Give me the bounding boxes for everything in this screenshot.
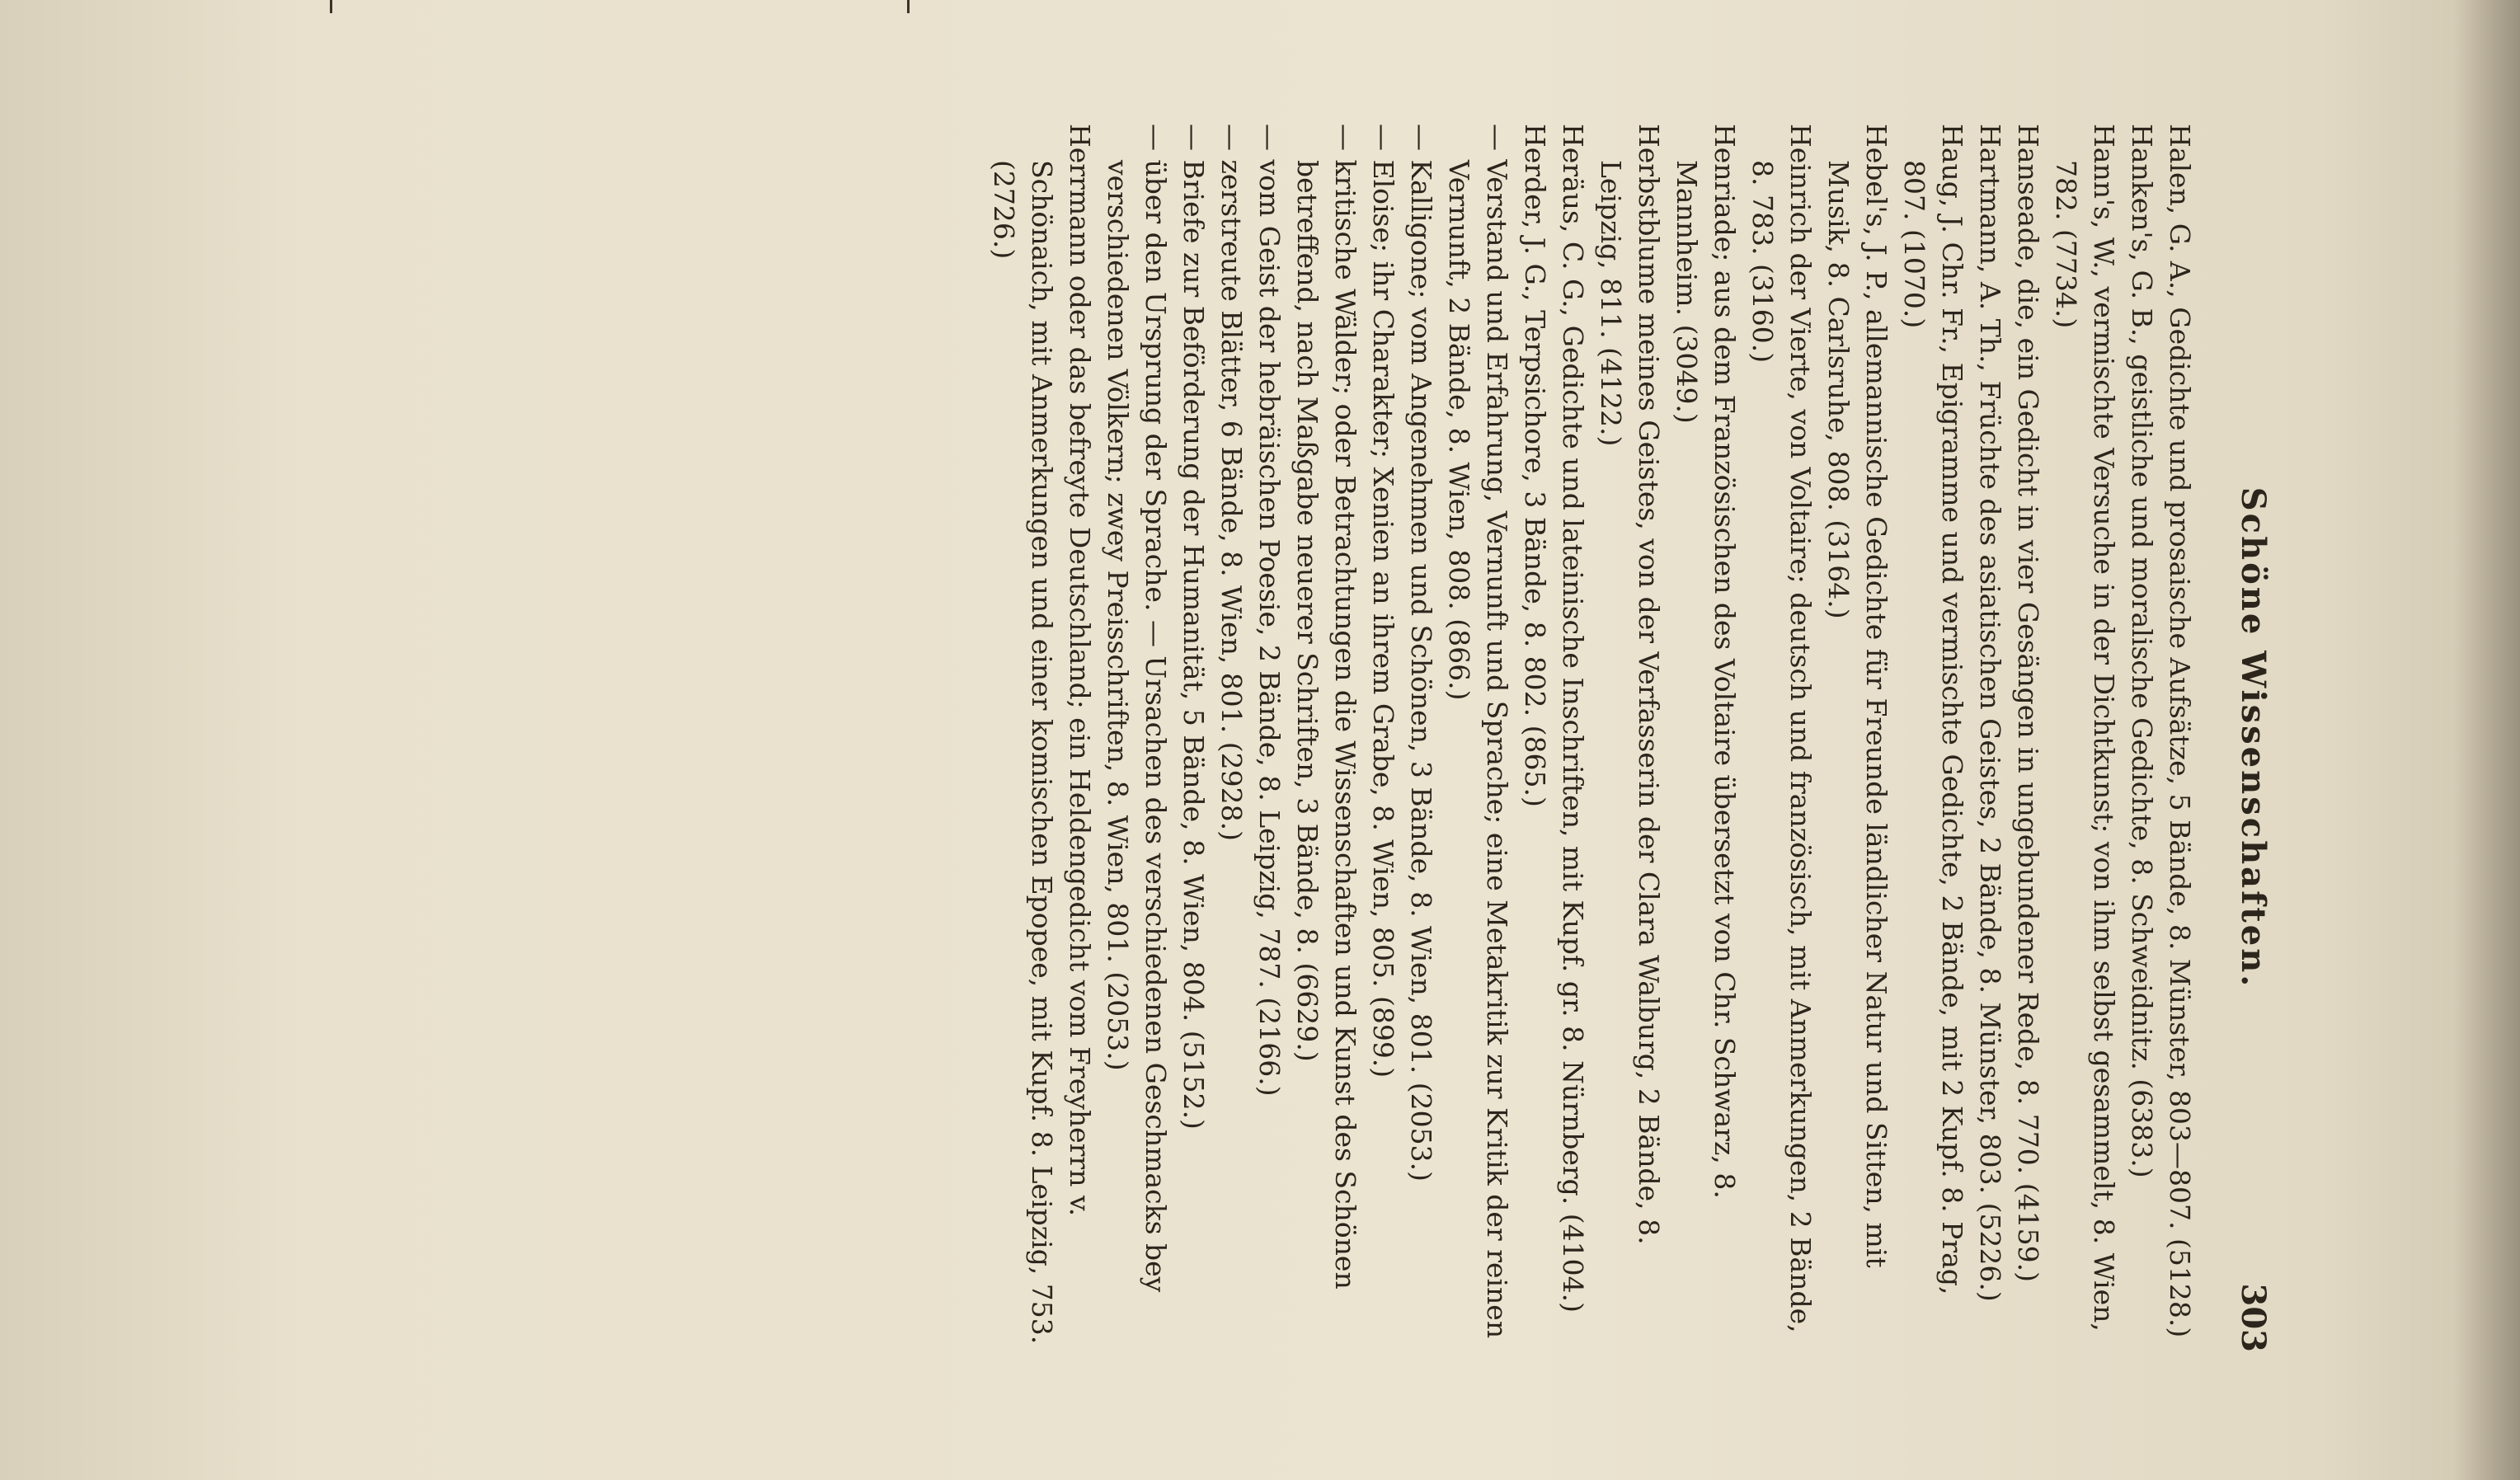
catalog-entry: Herbstblume meines Geistes, von der Verfasserin der Clara Walburg, 2 Bände, 8. Leipzig, 811. (4122.) [1595,124,1665,1245]
page-number: 303 [2234,1283,2273,1352]
catalog-entry: Hartmann, A. Th., Früchte des asiatischen Geistes, 2 Bände, 8. Münster, 803. (5226.) [1974,124,2006,1302]
catalog-entry: Herrmann oder das befreyte Deutschland; ein Heldengedicht vom Freyherrn v. Schönaich, mit Anmerkungen und einer komischen Epopee, mit Kupf. 8. Leipzig, 753. (2726.) [988,124,1096,1345]
catalog-entry: Herder, J. G., Terpsichore, 3 Bände, 8. 802. (865.) [1519,124,1551,807]
catalog-entry: Hann's, W., vermischte Versuche in der Dichtkunst; von ihm selbst gesammelt, 8. Wien, 782. (7734.) [2050,124,2120,1332]
catalog-entry-sub: — über den Ursprung der Sprache. — Ursachen des verschiedenen Geschmacks bey verschiedenen Völkern; zwey Preisschriften, 8. Wien, 801. (2053.) [1102,124,1172,1293]
catalog-entry-sub: — Verstand und Erfahrung, Vernunft und Sprache; eine Metakritik zur Kritik der reinen Vernunft, 2 Bände, 8. Wien, 808. (866.) [1443,124,1513,1339]
catalog-entry: Hanseade, die, ein Gedicht in vier Gesängen in ungebundener Rede, 8. 770. (4159.) [2012,124,2044,1282]
catalog-entry: Hanken's, G. B., geistliche und moralische Gedichte, 8. Schweidnitz. (6383.) [2126,124,2158,1178]
page-content [985,124,2273,1352]
catalog-entry: Henriade; aus dem Französischen des Voltaire übersetzt von Chr. Schwarz, 8. Mannheim. (3049.) [1671,124,1741,1199]
catalog-entry-sub: — Kalligone; vom Angenehmen und Schönen, 3 Bände, 8. Wien, 801. (2053.) [1405,124,1437,1182]
catalog-entry-sub: — Briefe zur Beförderung der Humanität, 5 Bände, 8. Wien, 804. (5152.) [1178,124,1210,1130]
running-head-title: Schöne Wissenschaften. [2234,486,2273,989]
running-head [2220,124,2273,1352]
catalog-entry: Haug, J. Chr. Fr., Epigramme und vermischte Gedichte, 2 Bände, mit 2 Kupf. 8. Prag, 807. (1070.) [1898,124,1968,1295]
catalog-entry: Heräus, C. G., Gedichte und lateinische Inschriften, mit Kupf. gr. 8. Nürnberg. (4104.) [1557,124,1589,1313]
catalog-entry-sub: — kritische Wälder; oder Betrachtungen die Wissenschaften und Kunst des Schönen betreffend, nach Maßgabe neuerer Schriften, 3 Bände, 8. (6629.) [1291,124,1361,1290]
catalog-entry: Hebel's, J. P., allemannische Gedichte für Freunde ländlicher Natur und Sitten, mit Musik, 8. Carlsruhe, 808. (3164.) [1822,124,1892,1268]
catalog-entry-sub: — Eloise; ihr Charakter; Xenien an ihrem Grabe, 8. Wien, 805. (899.) [1367,124,1399,1078]
catalog-entry: Halen, G. A., Gedichte und prosaische Aufsätze, 5 Bände, 8. Münster, 803—807. (5128.) [2164,124,2196,1338]
catalog-entry-sub: — zerstreute Blätter, 6 Bände, 8. Wien, 801. (2928.) [1215,124,1248,841]
catalog-entry-sub: — vom Geist der hebräischen Poesie, 2 Bände, 8. Leipzig, 787. (2166.) [1253,124,1286,1097]
catalog-entry: Heinrich der Vierte, von Voltaire; deutsch und französisch, mit Anmerkungen, 2 Bände, 8. 783. (3160.) [1747,124,1817,1333]
